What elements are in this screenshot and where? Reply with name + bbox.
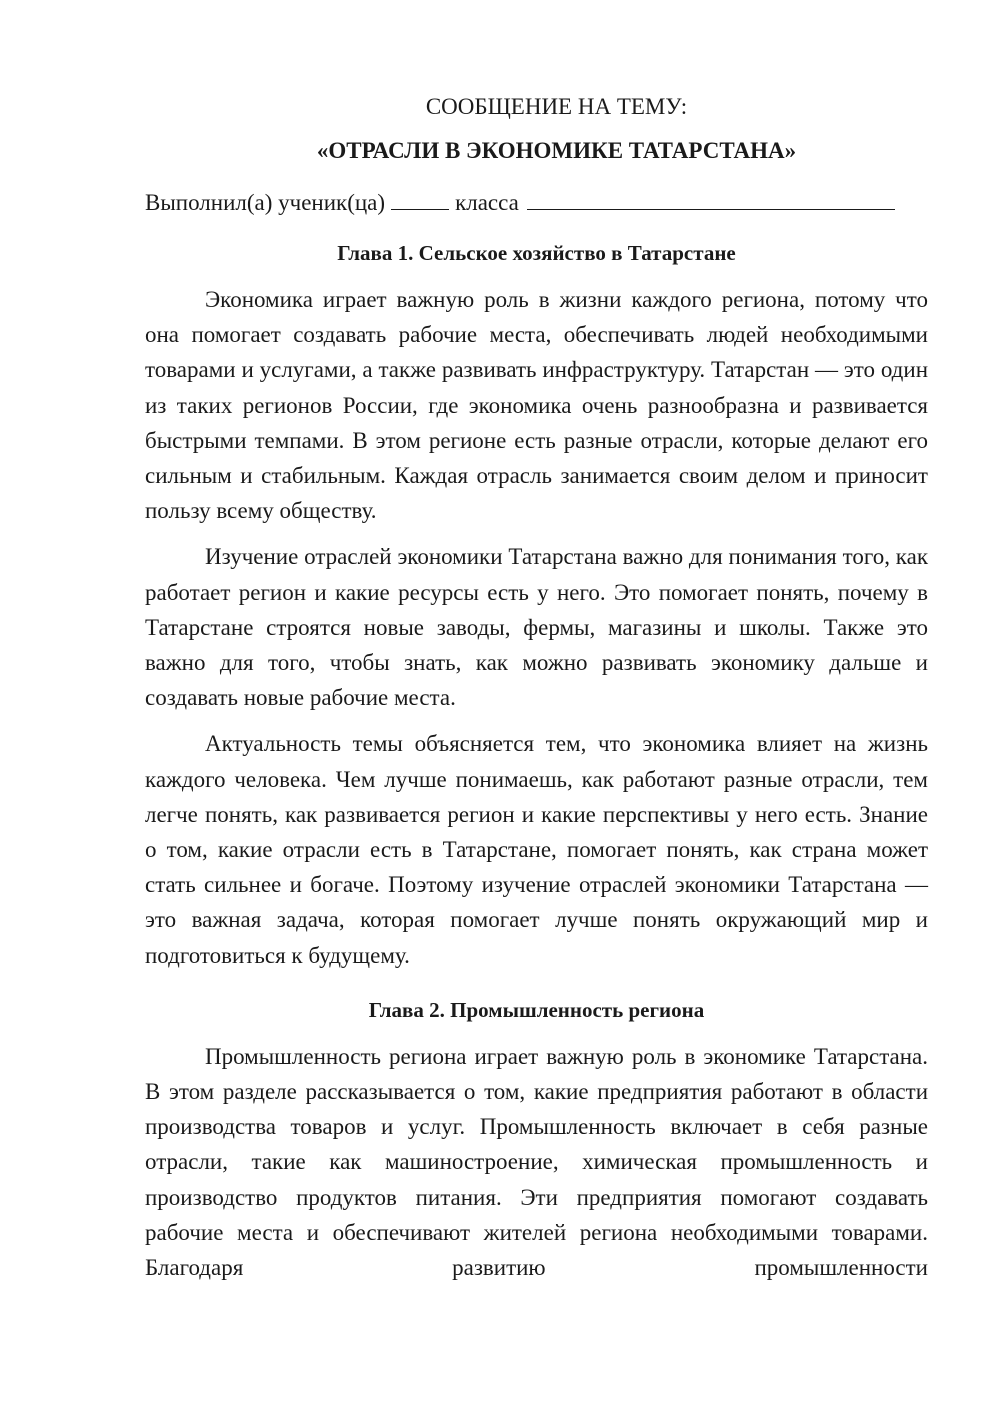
chapter-heading: Глава 2. Промышленность региона	[368, 997, 705, 1022]
document-page	[145, 92, 928, 1296]
paragraph: Экономика играет важную роль в жизни каждого региона, потому что она помогает создавать рабочие места, обеспечивать людей необходимыми товарами и услугами, а также развивать инфраструктуру. Татарстан — это один из таких регионов России, где экономика очень разнообразна и развивается быстрыми темпами. В этом регионе есть разные отрасли, которые делают его сильным и стабильным. Каждая отрасль занимается своим делом и приносит пользу всему обществу.	[145, 287, 928, 524]
document-type-title: СООБЩЕНИЕ НА ТЕМУ:	[425, 94, 688, 119]
class-number-blank	[391, 189, 449, 210]
class-label: класса	[455, 190, 519, 215]
paragraph: Промышленность региона играет важную роль в экономике Татарстана. В этом разделе рассказывается о том, какие предприятия работают в области производства товаров и услуг. Промышленность включает в себя разные отрасли, такие как машиностроение, химическая промышленность и производство продуктов питания. Эти предприятия помогают создавать рабочие места и обеспечивают жителей региона необходимыми товарами. Благодаря развитию промышленности	[145, 1043, 928, 1281]
author-line	[145, 188, 928, 218]
chapter-heading: Глава 1. Сельское хозяйство в Татарстане	[337, 241, 736, 265]
student-name-blank	[527, 189, 895, 210]
author-prefix: Выполнил(а) ученик(ца)	[145, 190, 386, 215]
paragraph: Актуальность темы объясняется тем, что экономика влияет на жизнь каждого человека. Чем лучше понимаешь, как работают разные отрасли, тем легче понять, как развивается регион и какие перспективы у него есть. Знание о том, какие отрасли есть в Татарстане, помогает понять, как страна может стать сильнее и богаче. Поэтому изучение отраслей экономики Татарстана — это важная задача, которая помогает лучше понять окружающий мир и подготовиться к будущему.	[145, 731, 928, 968]
paragraph: Изучение отраслей экономики Татарстана важно для понимания того, как работает регион и какие ресурсы есть у него. Это помогает понять, почему в Татарстане строятся новые заводы, фермы, магазины и школы. Также это важно для того, чтобы знать, как можно развивать экономику дальше и создавать новые рабочие места.	[145, 544, 928, 711]
document-topic-title: «ОТРАСЛИ В ЭКОНОМИКЕ ТАТАРСТАНА»	[316, 138, 797, 163]
